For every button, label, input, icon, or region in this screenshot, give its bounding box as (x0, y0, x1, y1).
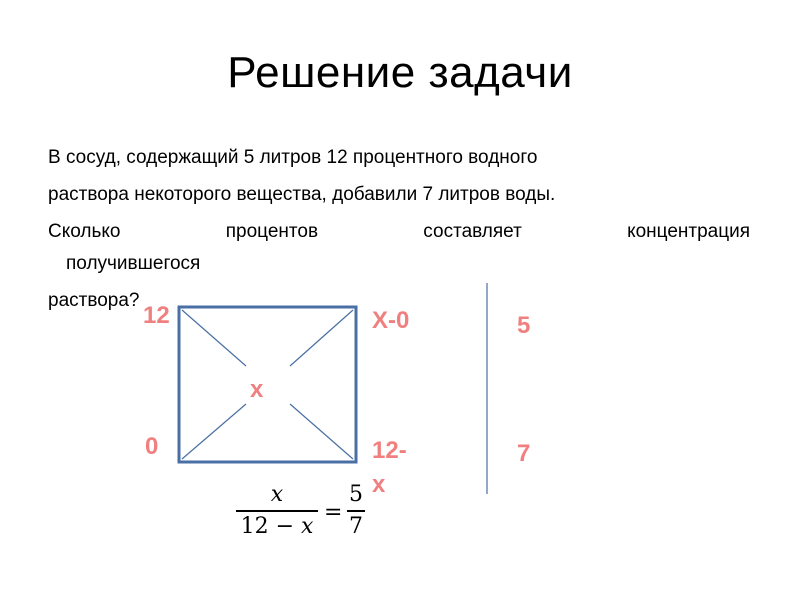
denominator-number: 12 (240, 513, 269, 539)
fraction-left (236, 482, 318, 540)
label-top-right: X-0 (372, 307, 410, 334)
fraction-right-numerator: 5 (349, 482, 363, 507)
problem-line-1: В сосуд, содержащий 5 литров 12 процентного водного (48, 147, 538, 168)
fraction-left-numerator: x (270, 482, 284, 507)
denominator-variable: x (301, 513, 314, 539)
problem-word: процентов (225, 221, 319, 242)
fraction-left-denominator (241, 514, 314, 540)
proportion-formula (236, 482, 366, 546)
problem-word: Сколько (48, 221, 121, 242)
label-right-top: 5 (517, 312, 531, 339)
problem-word: составляет (423, 221, 522, 242)
diagram-diagonal (290, 404, 353, 459)
fraction-right (346, 482, 366, 540)
fraction-right-denominator: 7 (349, 513, 363, 539)
label-right-bottom: 7 (517, 440, 531, 467)
problem-line-5: раствора? (48, 290, 140, 311)
diagram-diagonal (290, 310, 353, 366)
equals-sign: = (324, 500, 343, 525)
label-bottom-right: 12-x (372, 437, 407, 498)
label-bottom-left: 0 (145, 433, 159, 460)
problem-line-4: получившегося (66, 253, 201, 274)
label-center: x (250, 376, 264, 403)
diagram-diagonal (182, 310, 246, 366)
fraction-bar (347, 510, 365, 512)
slide-title: Решение задачи (227, 48, 573, 97)
problem-word: концентрация (627, 221, 750, 242)
fraction-bar (236, 510, 318, 512)
denominator-operator: − (268, 513, 301, 539)
diagram-diagonal (182, 404, 246, 459)
problem-line-2: раствора некоторого вещества, добавили 7 литров воды. (48, 184, 556, 205)
label-top-left: 12 (143, 302, 170, 329)
